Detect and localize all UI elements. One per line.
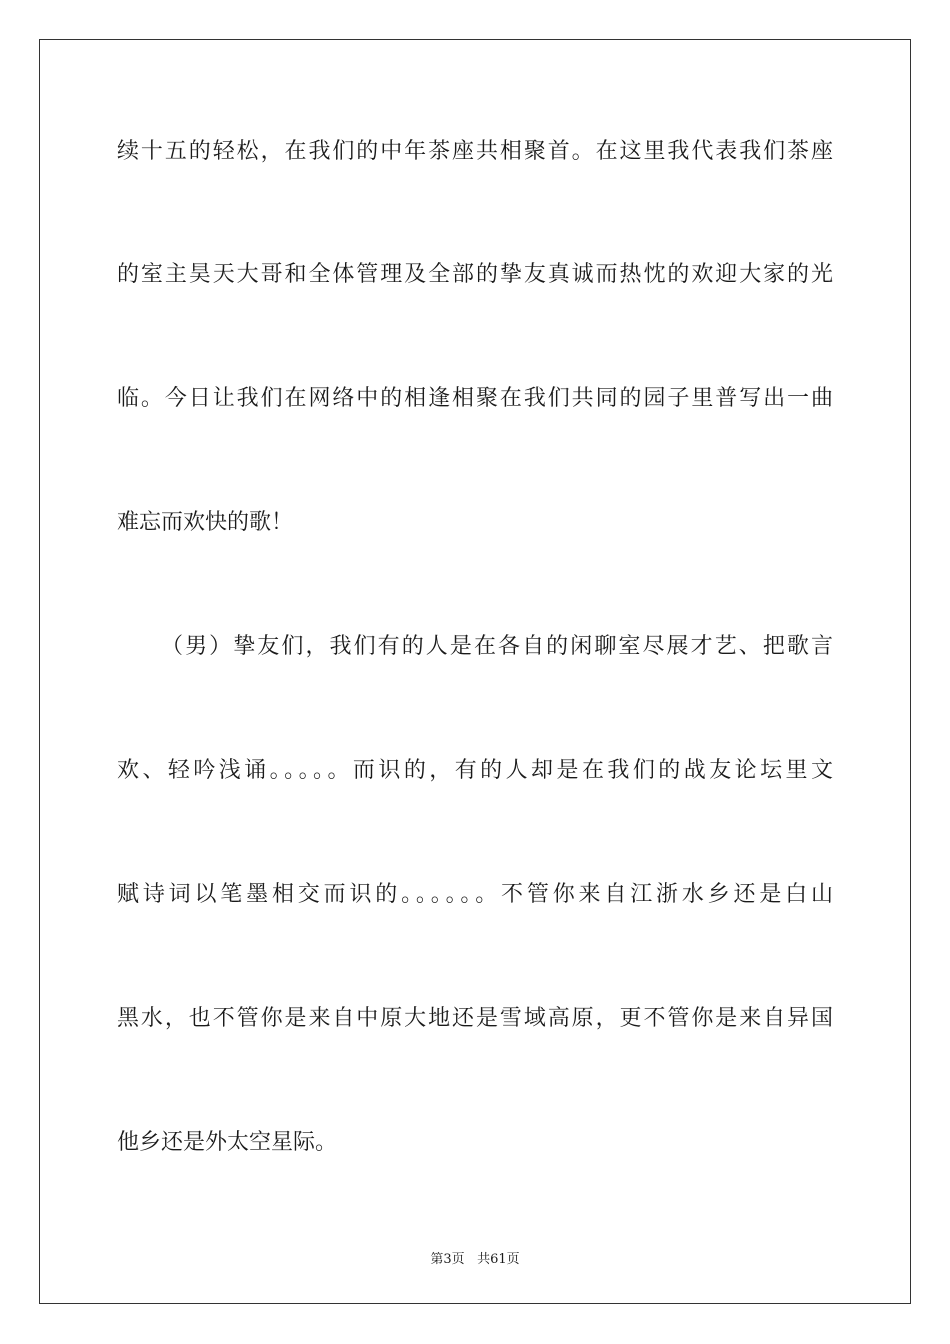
paragraph-line: 临。今日让我们在网络中的相逢相聚在我们共同的园子里普写出一曲 [117,386,833,411]
paragraph-line: 黑水，也不管你是来自中原大地还是雪域高原，更不管你是来自异国 [117,1006,833,1031]
page-number: 第3页 [430,1252,465,1267]
paragraph-line: 难忘而欢快的歌！ [117,510,294,535]
page-total: 共61页 [477,1252,520,1267]
page-footer [0,1248,950,1267]
paragraph-line: （男）挚友们，我们有的人是在各自的闲聊室尽展才艺、把歌言 [161,634,833,659]
paragraph-line: 的室主昊天大哥和全体管理及全部的挚友真诚而热忱的欢迎大家的光 [117,262,833,287]
page-border [39,39,911,1304]
paragraph-line: 赋诗词以笔墨相交而识的。。。。。。不管你来自江浙水乡还是白山 [117,882,833,907]
paragraph-line: 续十五的轻松，在我们的中年茶座共相聚首。在这里我代表我们茶座 [117,139,833,164]
paragraph-line: 欢、轻吟浅诵。。。。。而识的，有的人却是在我们的战友论坛里文 [117,758,833,783]
paragraph-line: 他乡还是外太空星际。 [117,1130,338,1155]
